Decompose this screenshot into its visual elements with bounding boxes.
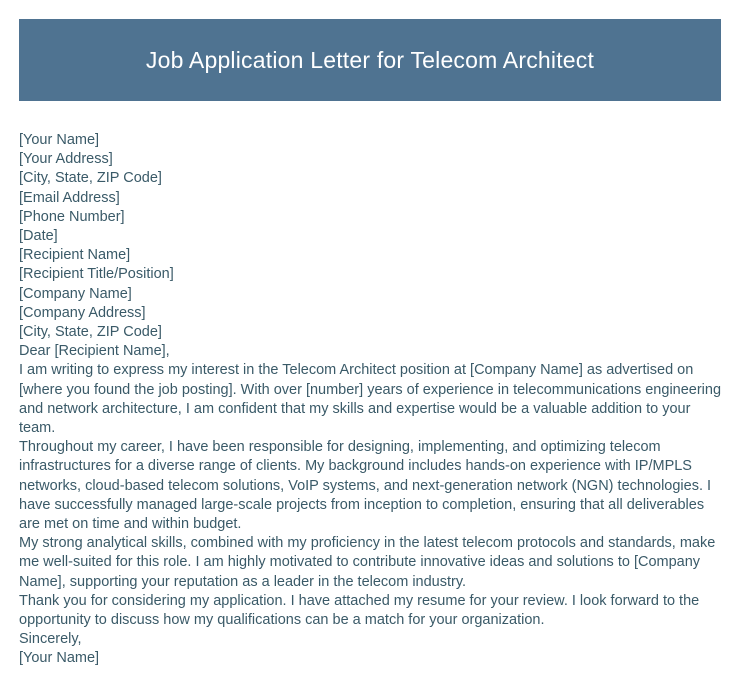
sender-email: [Email Address] xyxy=(19,189,120,206)
signature-name: [Your Name] xyxy=(19,650,100,667)
recipient-company-name: [Company Name] xyxy=(19,285,132,302)
page-title: Job Application Letter for Telecom Architect xyxy=(145,46,595,73)
sender-name: [Your Name] xyxy=(19,132,100,148)
recipient-company-address: [Company Address] xyxy=(19,304,146,321)
recipient-city-state-zip: [City, State, ZIP Code] xyxy=(19,324,162,341)
body-paragraph-3: My strong analytical skills, combined with my proficiency in the latest telecom protocols and standards, make me well-suited for this role. I am highly motivated to contribute innovative ideas and solutions to [Company Name], supporting your reputation as a leader in the telecom industry. xyxy=(19,535,716,590)
recipient-name: [Recipient Name] xyxy=(19,247,131,264)
recipient-title: [Recipient Title/Position] xyxy=(19,266,174,283)
document-header-banner xyxy=(19,19,721,101)
letter-date: [Date] xyxy=(19,228,58,245)
sender-address: [Your Address] xyxy=(19,151,113,168)
salutation: Dear [Recipient Name], xyxy=(19,343,170,360)
sender-phone: [Phone Number] xyxy=(19,208,125,225)
sender-city-state-zip: [City, State, ZIP Code] xyxy=(19,170,162,187)
body-paragraph-4: Thank you for considering my application. I have attached my resume for your review. I look forward to the opportunity to discuss how my qualifications can be a match for your organization. xyxy=(19,592,700,629)
closing-salutation: Sincerely, xyxy=(19,631,82,648)
body-paragraph-2: Throughout my career, I have been responsible for designing, implementing, and optimizing telecom infrastructures for a diverse range of clients. My background includes hands-on experience with IP/MPLS networks, cloud-based telecom solutions, VoIP systems, and next-generation network (NGN) technologies. I have successfully managed large-scale projects from inception to completion, ensuring that all deliverables are met on time and within budget. xyxy=(19,439,712,533)
body-paragraph-1: I am writing to express my interest in the Telecom Architect position at [Company Name] as advertised on [where you found the job posting]. With over [number] years of experience in telecommunications engineering and network architecture, I am confident that my skills and expertise would be a valuable addition to your team. xyxy=(19,362,722,437)
letter-body xyxy=(19,131,725,669)
